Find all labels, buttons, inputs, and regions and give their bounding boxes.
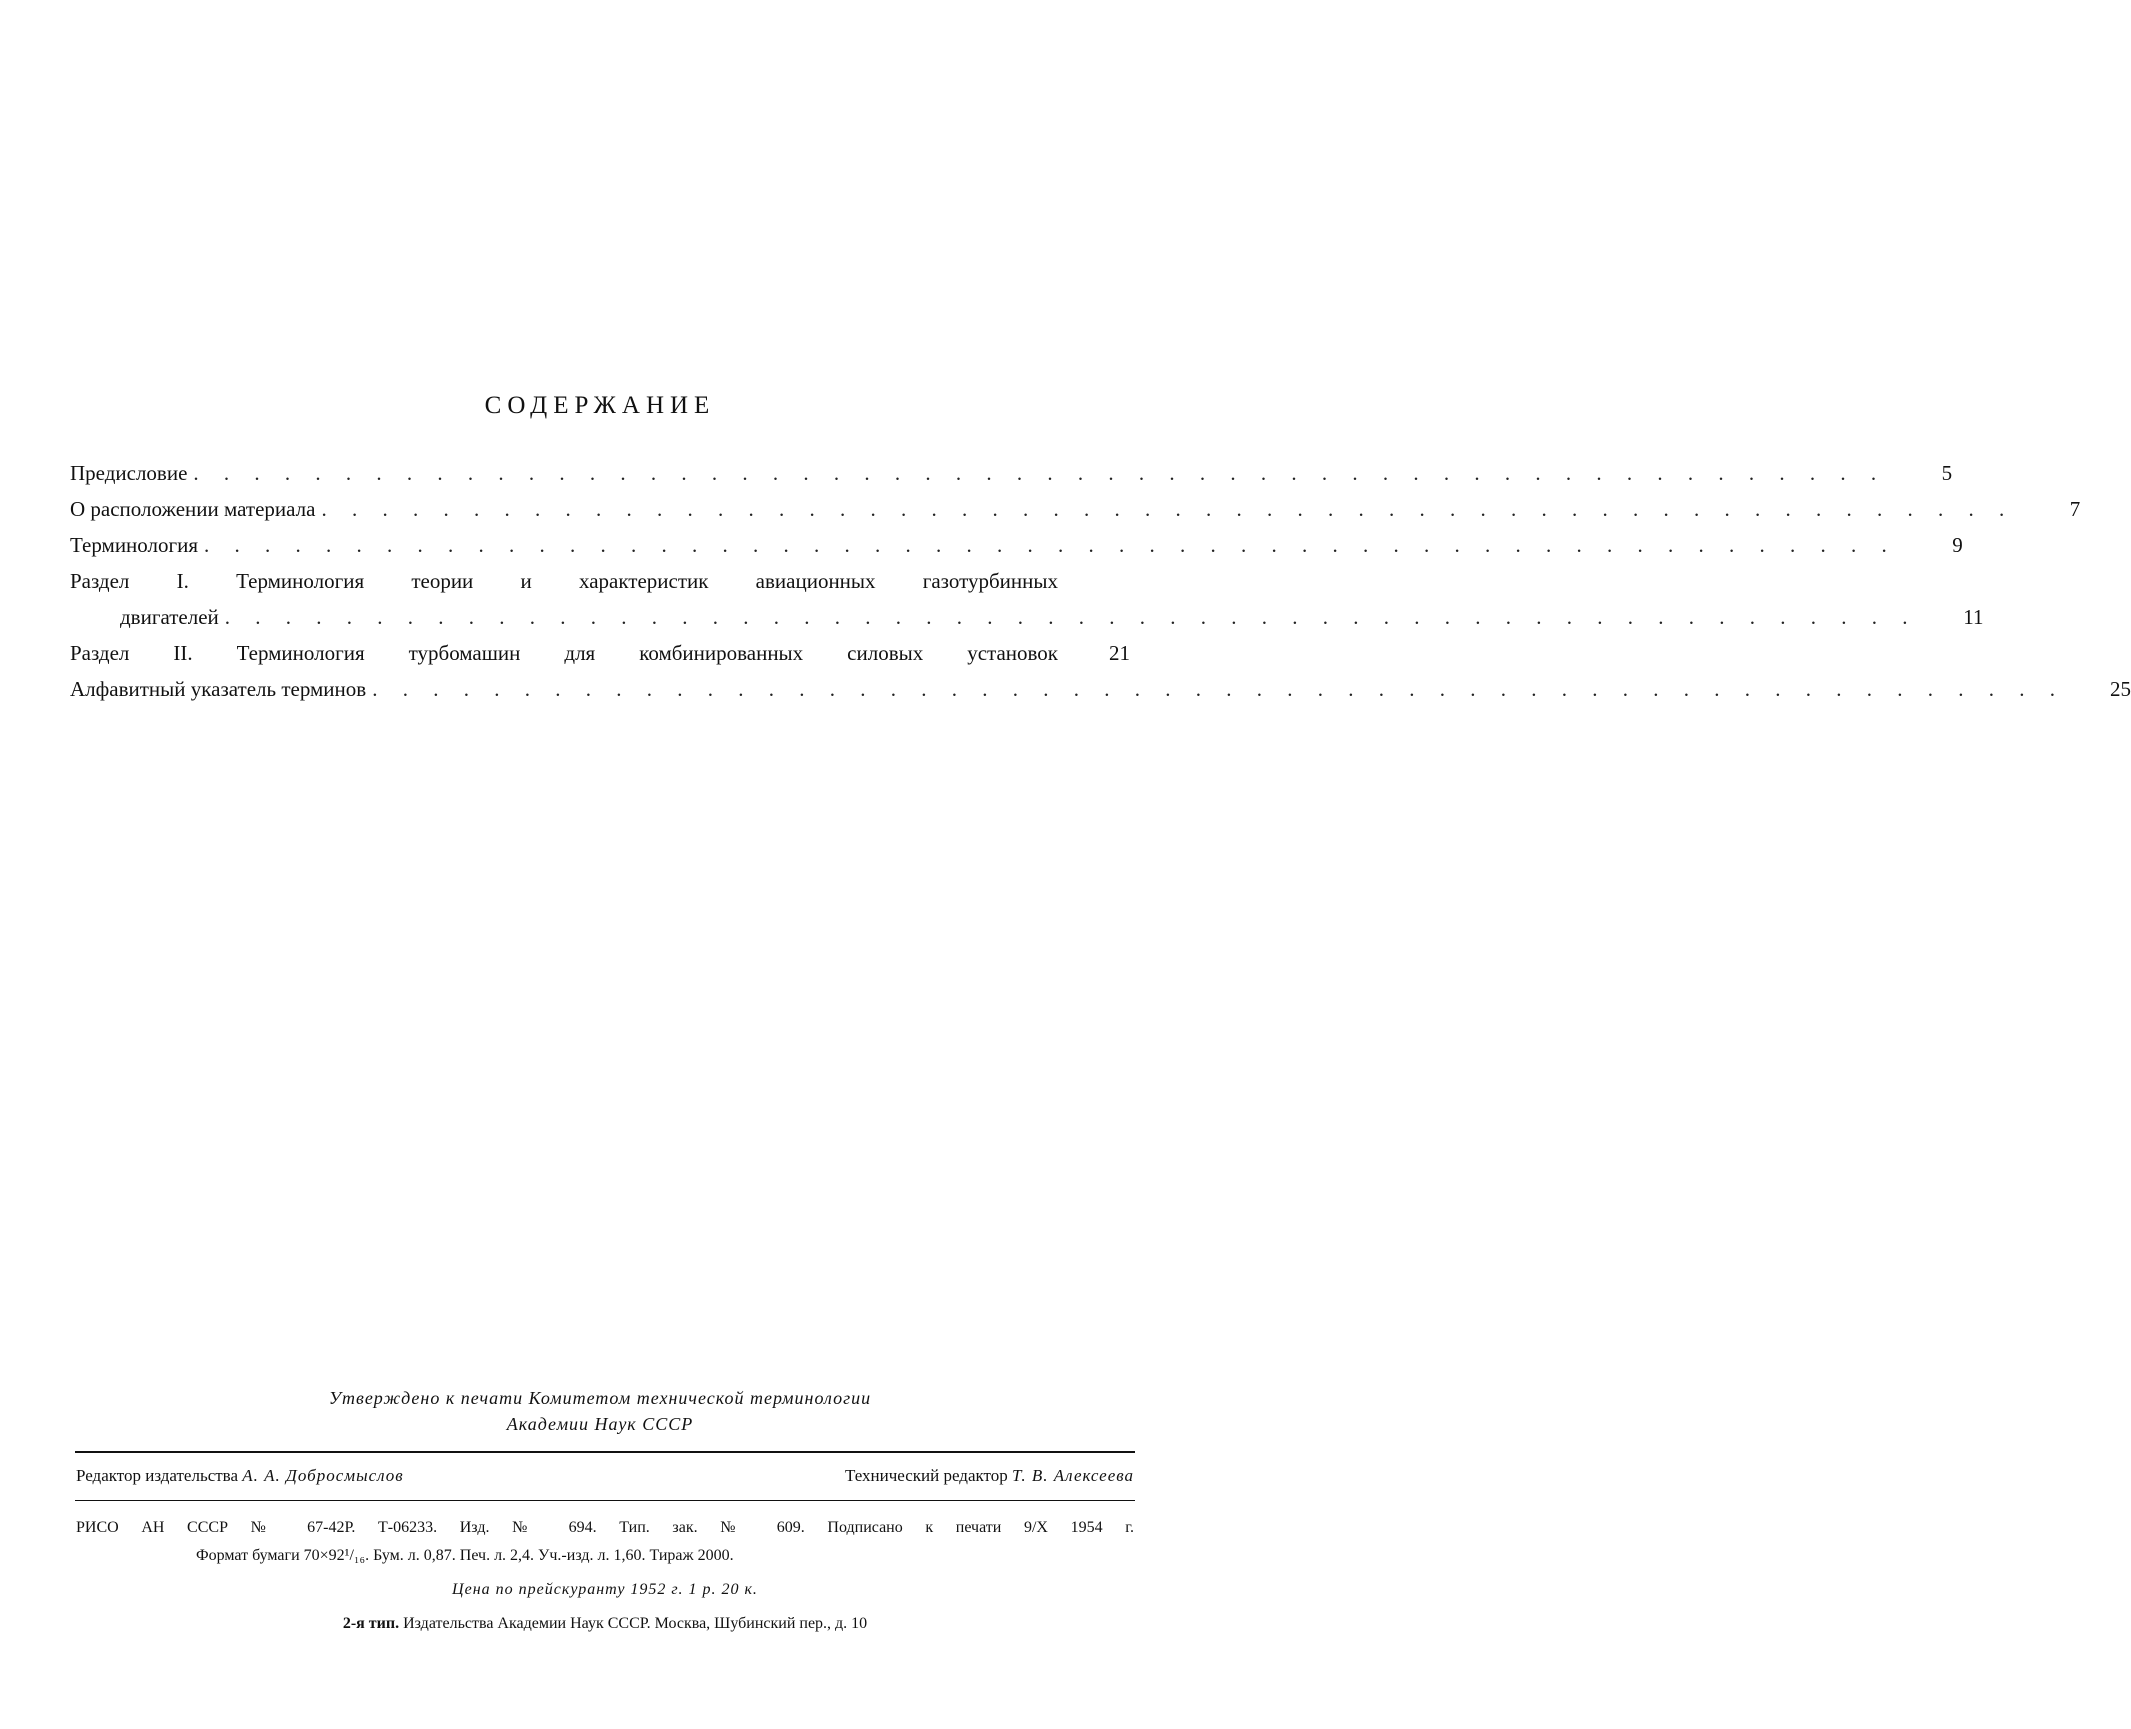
imprint-line-1: РИСО АН СССР № 67-42Р. Т-06233. Изд. № 694. Тип. зак. № 609. Подписано к печати 9/Х 1954 г. (76, 1519, 1134, 1536)
toc-leader-dots: . . . . . . . . . . . . . . . . . . . . . . . . . . . . . . . . . . . . . . . . . . . . . . . . . . . . . . . . (372, 677, 2065, 701)
divider-top (75, 1451, 1135, 1453)
toc-entry-label: Терминология (70, 533, 199, 557)
imprint-block (76, 1514, 1134, 1638)
toc-entry-label: Раздел I. Терминология теории и характеристик авиационных газотурбинных (70, 569, 1058, 593)
divider-bottom (75, 1500, 1135, 1501)
publisher-editor (76, 1466, 404, 1486)
toc-leader-dots: . . . . . . . . . . . . . . . . . . . . . . . . . . . . . . . . . . . . . . . . . . . . . . . . . . . . . . . . (204, 533, 1897, 557)
table-of-contents (70, 455, 2131, 707)
toc-entry-label: Алфавитный указатель терминов (70, 677, 367, 701)
price-line: Цена по прейскуранту 1952 г. 1 р. 20 к. (452, 1581, 758, 1598)
printer-details: Издательства Академии Наук СССР. Москва, Шубинский пер., д. 10 (403, 1615, 868, 1632)
technical-editor-name: Т. В. Алексеева (1011, 1466, 1134, 1485)
toc-entry-page: 21 (1109, 641, 1130, 665)
toc-entry-label: Предисловие (70, 461, 188, 485)
toc-leader-dots: . . . . . . . . . . . . . . . . . . . . . . . . . . . . . . . . . . . . . . . . . . . . . . . . . . . . . . . . (193, 461, 1887, 485)
toc-entry-terminology (70, 527, 1963, 563)
toc-entry-preface (70, 455, 1953, 491)
toc-entry-label-continuation: двигателей (120, 605, 219, 629)
publisher-editor-name: А. А. Добросмыслов (242, 1466, 404, 1485)
toc-entry-page: 5 (1941, 461, 1953, 485)
toc-entry-label: Раздел II. Терминология турбомашин для комбинированных силовых установок (70, 641, 1058, 665)
toc-entry-section-1 (70, 563, 1132, 599)
toc-entry-page: 9 (1952, 533, 1963, 557)
toc-entry-section-2 (70, 635, 1132, 671)
editors-line (76, 1466, 1134, 1486)
publisher-editor-label: Редактор издательства (76, 1466, 239, 1485)
approval-note (0, 1385, 1200, 1437)
toc-entry-index (70, 671, 2131, 707)
approval-line-2: Академии Наук СССР (506, 1414, 694, 1434)
page-title: СОДЕРЖАНИЕ (484, 392, 716, 419)
toc-entry-arrangement (70, 491, 2081, 527)
technical-editor-label: Технический редактор (844, 1466, 1008, 1485)
printer-line (76, 1610, 1134, 1638)
toc-entry-page: 11 (1963, 605, 1984, 629)
technical-editor (845, 1466, 1134, 1486)
toc-entry-section-1-continuation (70, 599, 1984, 635)
approval-line-1: Утверждено к печати Комитетом технической терминологии (328, 1388, 872, 1408)
toc-leader-dots: . . . . . . . . . . . . . . . . . . . . . . . . . . . . . . . . . . . . . . . . . . . . . . . . . . . . . . . . (321, 497, 2015, 521)
toc-entry-page: 7 (2069, 497, 2081, 521)
toc-entry-label: О расположении материала (70, 497, 316, 521)
toc-entry-page: 25 (2109, 677, 2131, 701)
printer-number: 2-я тип. (342, 1615, 400, 1632)
toc-leader-dots: . . . . . . . . . . . . . . . . . . . . . . . . . . . . . . . . . . . . . . . . . . . . . . . . . . . . . . . . (224, 605, 1918, 629)
imprint-line-2: Формат бумаги 70×92¹/₁₆. Бум. л. 0,87. Печ. л. 2,4. Уч.-изд. л. 1,60. Тираж 2000. (196, 1547, 734, 1564)
